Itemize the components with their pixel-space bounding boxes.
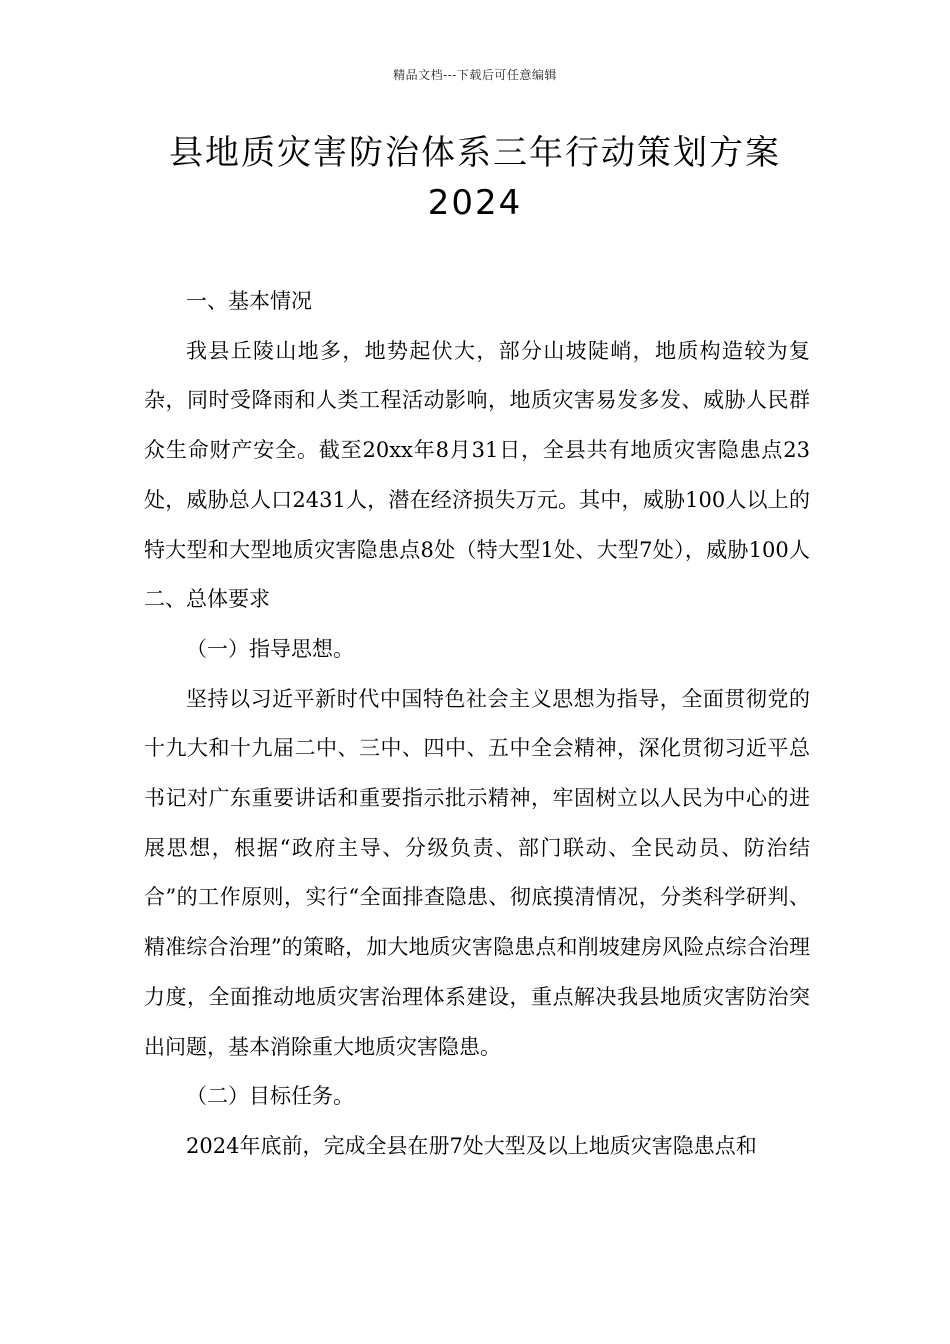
subsection-heading-goals: （二）目标任务。 [186,1084,354,1109]
header-note: 精品文档---下载后可任意编辑 [393,68,557,82]
document-body [144,277,810,1172]
paragraph-goals: 2024年底前，完成全县在册7处大型及以上地质灾害隐患点和 [186,1133,757,1158]
title-line-2: 2024 [427,183,523,223]
title-line-1: 县地质灾害防治体系三年行动策划方案 [169,133,781,173]
section-heading-basic: 一、基本情况 [186,289,312,313]
paragraph-basic-situation: 我县丘陵山地多，地势起伏大，部分山坡陡峭，地质构造较为复杂，同时受降雨和人类工程活动影响，地质灾害易发多发、威胁人民群众生命财产安全。截至20xx年8月31日，全县共有地质灾害隐患点23处，威胁总人口2431人，潜在经济损失万元。其中，威胁100人以上的特大型和大型地质灾害隐患点8处（特大型1处、大型7处），威胁100人二、总体要求 [144,338,810,612]
subsection-heading-guiding-thought: （一）指导思想。 [186,636,354,661]
document-title [0,128,950,228]
paragraph-guiding-thought: 坚持以习近平新时代中国特色社会主义思想为指导，全面贯彻党的十九大和十九届二中、三中、四中、五中全会精神，深化贯彻习近平总书记对广东重要讲话和重要指示批示精神，牢固树立以人民为中心的进展思想，根据“政府主导、分级负责、部门联动、全民动员、防治结合”的工作原则，实行“全面排查隐患、彻底摸清情况，分类科学研判、精准综合治理”的策略，加大地质灾害隐患点和削坡建房风险点综合治理力度，全面推动地质灾害治理体系建设，重点解决我县地质灾害防治突出问题，基本消除重大地质灾害隐患。 [144,686,810,1059]
